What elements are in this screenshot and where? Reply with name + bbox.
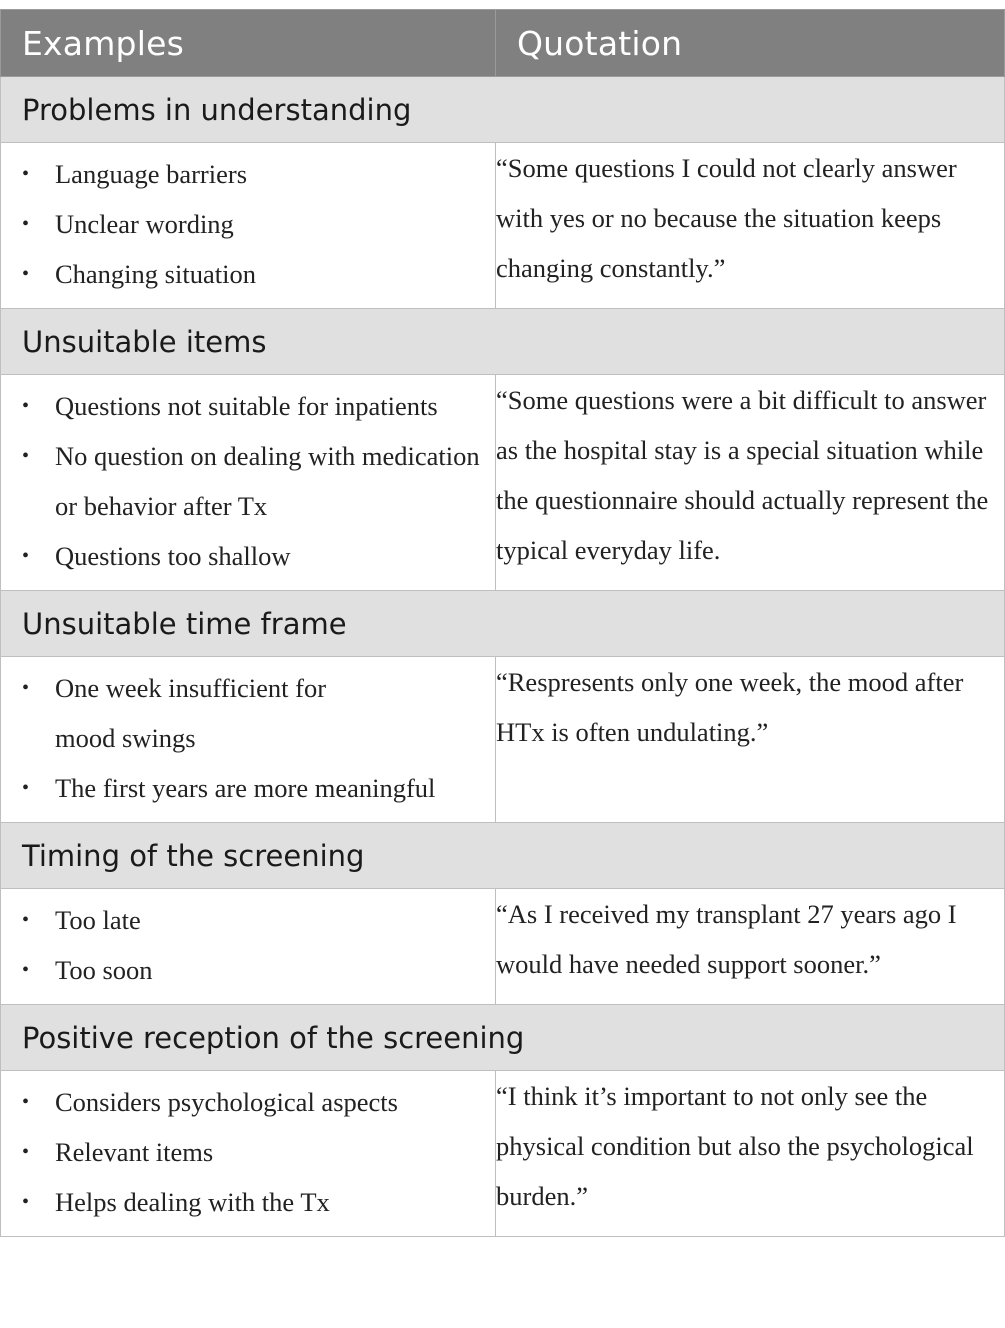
bullet-icon: •	[22, 263, 30, 285]
section-row	[1, 1005, 1005, 1071]
content-row	[1, 657, 1005, 823]
list-item: • Questions too shallow	[1, 531, 495, 581]
examples-cell	[1, 657, 496, 823]
examples-list	[1, 375, 495, 590]
list-item: • Helps dealing with the Tx	[1, 1177, 495, 1227]
quote-cell: “As I received my transplant 27 years ago I would have needed support sooner.”	[496, 889, 1005, 1005]
examples-list	[1, 889, 495, 1004]
examples-cell	[1, 143, 496, 309]
list-item: • Too soon	[1, 945, 495, 995]
quote-cell: “Respresents only one week, the mood after HTx is often undulating.”	[496, 657, 1005, 823]
bullet-icon: •	[22, 1191, 30, 1213]
bullet-icon: •	[22, 445, 30, 467]
section-title: Timing of the screening	[1, 823, 1005, 889]
bullet-icon: •	[22, 777, 30, 799]
header-quotation: Quotation	[496, 10, 1005, 77]
section-title: Problems in understanding	[1, 77, 1005, 143]
bullet-icon: •	[22, 395, 30, 417]
list-item: • Unclear wording	[1, 199, 495, 249]
list-item: • The first years are more meaningful	[1, 763, 495, 813]
examples-list	[1, 657, 495, 822]
feedback-table	[0, 9, 1005, 1237]
section-row	[1, 823, 1005, 889]
section-row	[1, 591, 1005, 657]
bullet-icon: •	[22, 1091, 30, 1113]
examples-list	[1, 1071, 495, 1236]
content-row	[1, 1071, 1005, 1237]
list-item: • Relevant items	[1, 1127, 495, 1177]
header-row	[1, 10, 1005, 77]
list-item: • Language barriers	[1, 149, 495, 199]
quote-cell: “Some questions I could not clearly answer with yes or no because the situation keeps changing constantly.”	[496, 143, 1005, 309]
section-title: Positive reception of the screening	[1, 1005, 1005, 1071]
list-item: • Considers psychological aspects	[1, 1077, 495, 1127]
quote-cell: “I think it’s important to not only see the physical condition but also the psychological burden.”	[496, 1071, 1005, 1237]
bullet-icon: •	[22, 545, 30, 567]
bullet-icon: •	[22, 1141, 30, 1163]
list-item: • One week insufficient for mood swings	[1, 663, 495, 763]
list-item: • No question on dealing with medication or behavior after Tx	[1, 431, 495, 531]
section-row	[1, 309, 1005, 375]
header-examples: Examples	[1, 10, 496, 77]
examples-cell	[1, 889, 496, 1005]
list-item: • Questions not suitable for inpatients	[1, 381, 495, 431]
section-row	[1, 77, 1005, 143]
examples-list	[1, 143, 495, 308]
examples-cell	[1, 375, 496, 591]
bullet-icon: •	[22, 213, 30, 235]
examples-cell	[1, 1071, 496, 1237]
content-row	[1, 375, 1005, 591]
content-row	[1, 143, 1005, 309]
list-item: • Too late	[1, 895, 495, 945]
content-row	[1, 889, 1005, 1005]
section-title: Unsuitable items	[1, 309, 1005, 375]
quote-cell: “Some questions were a bit difficult to answer as the hospital stay is a special situation while the questionnaire should actually represent the typical everyday life.	[496, 375, 1005, 591]
bullet-icon: •	[22, 163, 30, 185]
bullet-icon: •	[22, 909, 30, 931]
bullet-icon: •	[22, 677, 30, 699]
bullet-icon: •	[22, 959, 30, 981]
section-title: Unsuitable time frame	[1, 591, 1005, 657]
list-item: • Changing situation	[1, 249, 495, 299]
